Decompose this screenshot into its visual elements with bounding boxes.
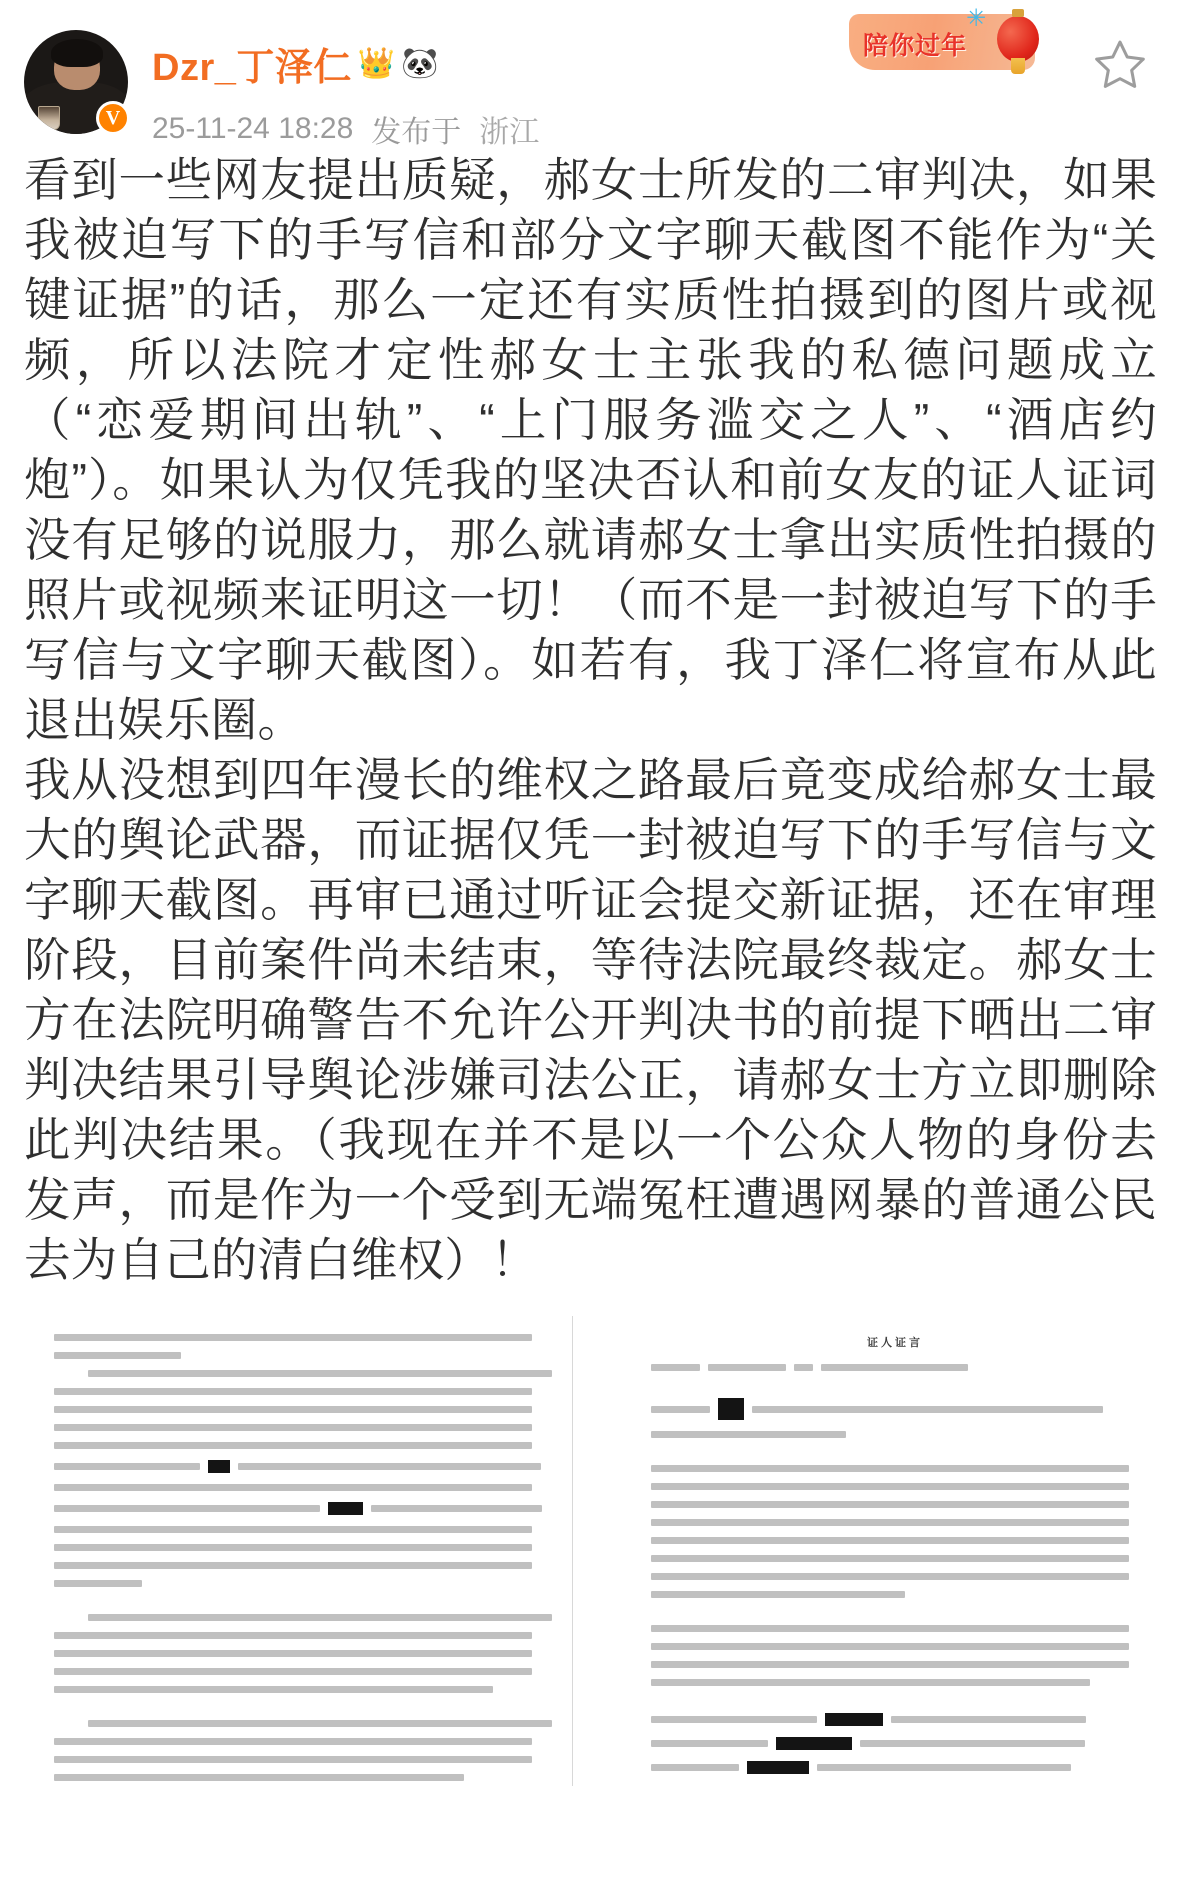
- author-nickname[interactable]: Dzr_丁泽仁: [152, 47, 352, 89]
- post-attachments: [0, 1290, 1179, 1786]
- doc-text-line-redacted: [54, 1460, 542, 1473]
- doc-text-line: [651, 1483, 1129, 1490]
- avatar-hair-shape: [51, 39, 103, 67]
- doc-text-line: [88, 1370, 552, 1377]
- doc-text-line: [651, 1643, 1129, 1650]
- doc-identity-line: [651, 1364, 1139, 1371]
- firework-icon: ✳: [965, 5, 987, 32]
- doc-text-line: [54, 1406, 532, 1413]
- post-region[interactable]: 浙江: [479, 116, 540, 149]
- doc-text-line: [54, 1738, 532, 1745]
- doc-text-line: [54, 1526, 532, 1533]
- doc-text-line: [651, 1431, 846, 1438]
- attachment-doc-title: 证人证言: [867, 1337, 923, 1349]
- doc-text-line: [651, 1465, 1129, 1472]
- doc-text-line: [54, 1632, 532, 1639]
- author-info: [152, 26, 539, 151]
- verified-badge-icon[interactable]: V: [96, 101, 130, 135]
- new-year-banner[interactable]: [849, 4, 1061, 82]
- doc-text-line: [54, 1580, 142, 1587]
- redaction-block: [825, 1713, 883, 1726]
- doc-text-line: [651, 1591, 905, 1598]
- post-content: [0, 150, 1179, 1290]
- doc-text-line: [54, 1562, 532, 1569]
- post-timestamp: 25-11-24 18:28: [152, 112, 354, 145]
- doc-text-line: [651, 1661, 1129, 1668]
- crown-icon: 👑: [357, 46, 396, 80]
- doc-text-line-redacted: [651, 1398, 1139, 1420]
- doc-text-line-redacted: [651, 1761, 1139, 1774]
- doc-text-line: [54, 1650, 532, 1657]
- doc-text-line: [54, 1388, 532, 1395]
- doc-text-line: [651, 1501, 1129, 1508]
- doc-text-line: [651, 1537, 1129, 1544]
- post-source-label: 发布于: [371, 116, 462, 149]
- post-meta: [152, 107, 539, 151]
- redaction-block: [747, 1761, 809, 1774]
- doc-text-line: [651, 1519, 1129, 1526]
- redaction-block: [776, 1737, 852, 1750]
- doc-text-line: [54, 1484, 532, 1491]
- attachment-witness-statement[interactable]: [572, 1316, 1155, 1786]
- lantern-icon: [997, 16, 1039, 62]
- doc-text-line-redacted: [651, 1737, 1139, 1750]
- doc-text-line: [651, 1555, 1129, 1562]
- redaction-block: [718, 1398, 744, 1420]
- doc-text-line: [54, 1686, 493, 1693]
- panda-icon: 🐼: [401, 46, 439, 80]
- avatar[interactable]: [24, 30, 128, 134]
- redaction-block: [328, 1502, 363, 1515]
- post-header: [0, 0, 1179, 150]
- favorite-star-icon[interactable]: [1091, 36, 1149, 92]
- attachment-legal-opinion[interactable]: [38, 1316, 558, 1786]
- avatar-glass-shape: [38, 106, 60, 130]
- redaction-block: [208, 1460, 230, 1473]
- doc-text-line: [54, 1774, 464, 1781]
- doc-text-line: [651, 1625, 1129, 1632]
- doc-text-line: [54, 1352, 181, 1359]
- doc-text-line: [88, 1720, 552, 1727]
- post-paragraph-2: 我从没想到四年漫长的维权之路最后竟变成给郝女士最大的舆论武器，而证据仅凭一封被迫写下的手写信与文字聊天截图。再审已通过听证会提交新证据，还在审理阶段，目前案件尚未结束，等待法院最终裁定。郝女士方在法院明确警告不允许公开判决书的前提下晒出二审判决结果引导舆论涉嫌司法公正，请郝女士方立即删除此判决结果。（我现在并不是以一个公众人物的身份去发声，而是作为一个受到无端冤枉遭遇网暴的普通公民去为自己的清白维权）！: [24, 754, 1157, 1286]
- doc-text-line: [88, 1614, 552, 1621]
- doc-text-line: [651, 1679, 1090, 1686]
- doc-text-line: [651, 1573, 1129, 1580]
- banner-label: 陪你过年: [863, 31, 968, 60]
- doc-text-line: [54, 1544, 532, 1551]
- doc-text-line: [54, 1442, 532, 1449]
- doc-text-line: [54, 1334, 532, 1341]
- nickname-row: [152, 36, 539, 91]
- doc-text-line: [54, 1668, 532, 1675]
- doc-text-line: [54, 1424, 532, 1431]
- doc-text-line: [54, 1756, 532, 1763]
- doc-text-line-redacted: [54, 1502, 542, 1515]
- post-paragraph-1: 看到一些网友提出质疑，郝女士所发的二审判决，如果我被迫写下的手写信和部分文字聊天截图不能作为“关键证据”的话，那么一定还有实质性拍摄到的图片或视频，所以法院才定性郝女士主张我的私德问题成立（“恋爱期间出轨”、“上门服务滥交之人”、“酒店约炮”）。如果认为仅凭我的坚决否认和前女友的证人证词没有足够的说服力，那么就请郝女士拿出实质性拍摄的照片或视频来证明这一切！（而不是一封被迫写下的手写信与文字聊天截图）。如若有，我丁泽仁将宣布从此退出娱乐圈。: [24, 154, 1157, 746]
- doc-text-line-redacted: [651, 1713, 1139, 1726]
